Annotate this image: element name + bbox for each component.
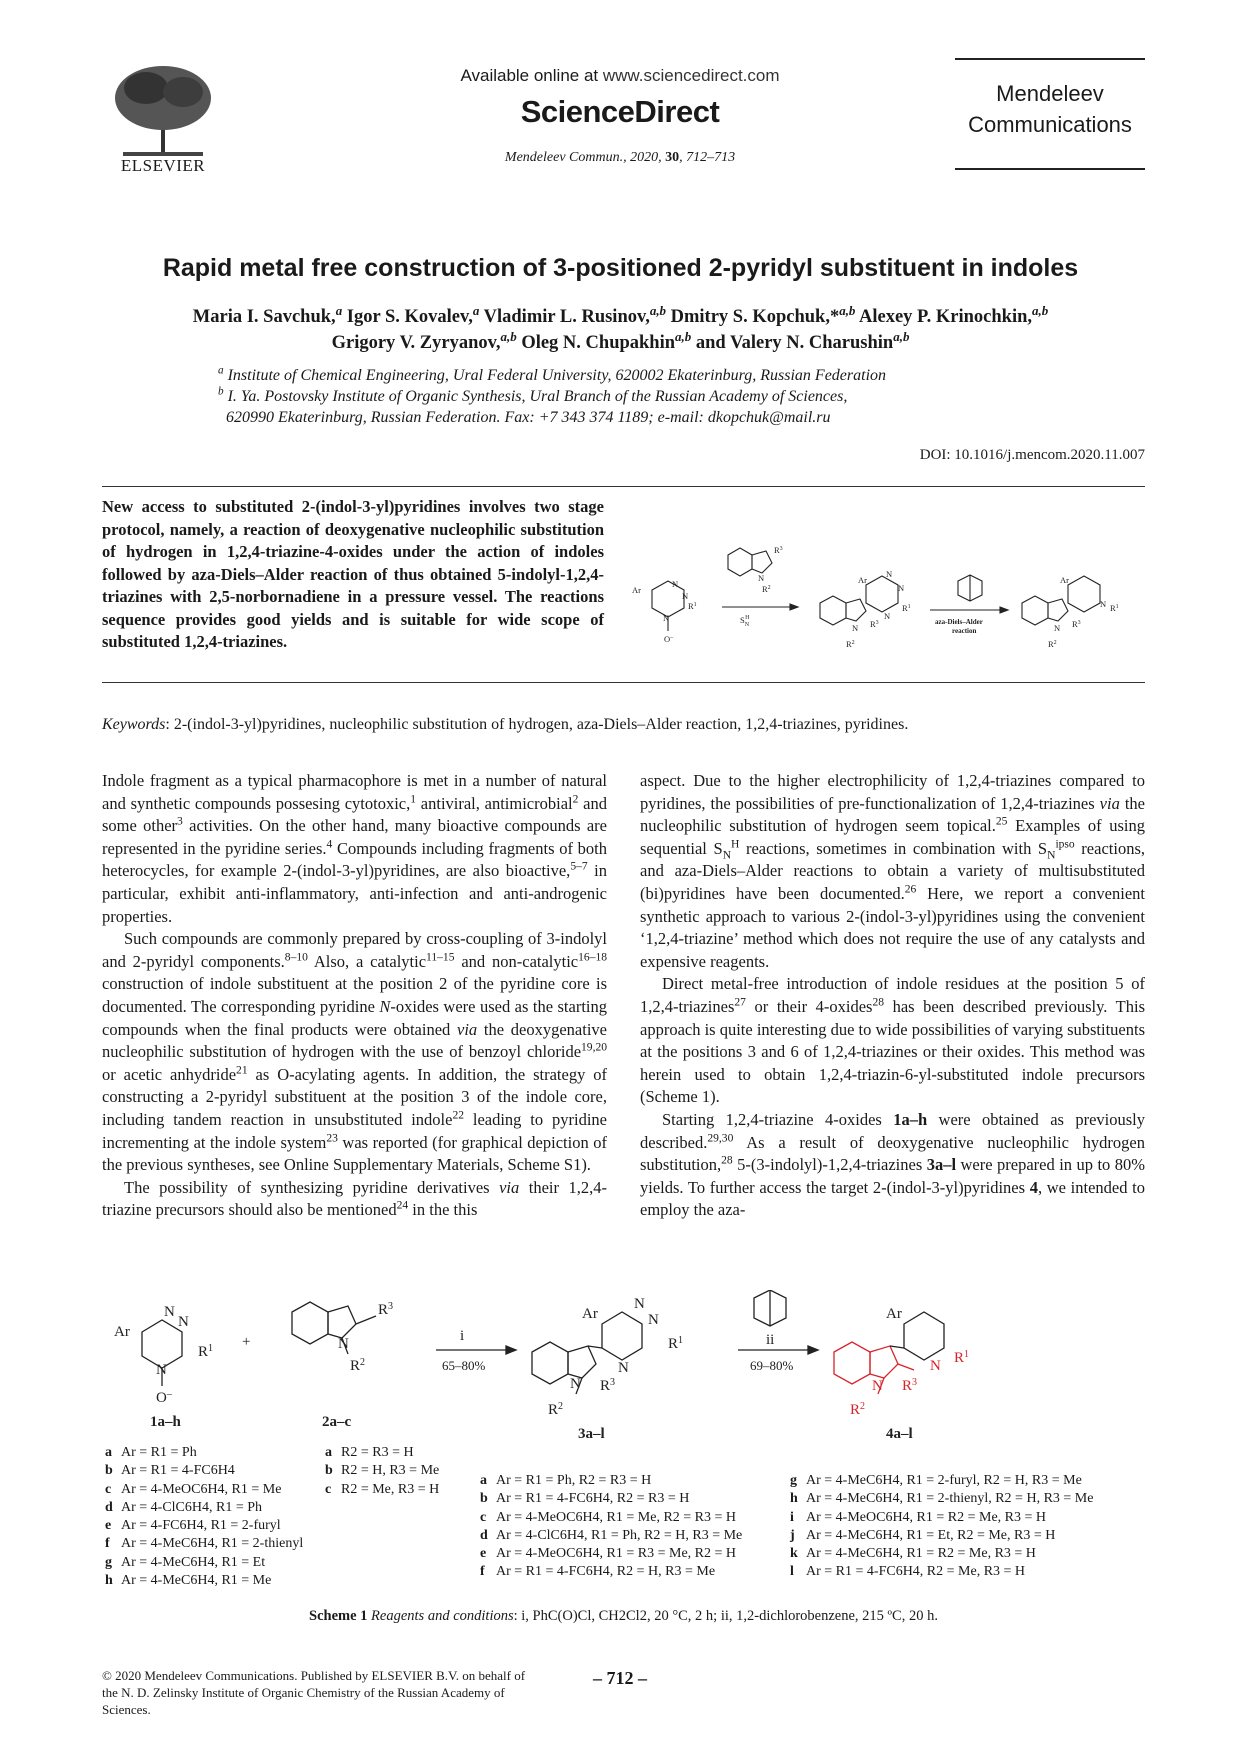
compound-letter: d	[105, 1499, 113, 1515]
svg-text:R2: $R^2$	[762, 584, 771, 594]
svg-text:R3: $R^3$	[902, 1377, 918, 1394]
step2-reagent: ii	[766, 1332, 775, 1348]
substituent-definition: Ar = 4-MeC6H4, R1 = Me	[121, 1573, 272, 1589]
substituent-definition: Ar = 4-MeOC6H4, R1 = Me, R2 = R3 = H	[496, 1509, 737, 1525]
svg-text:Ar: Ar	[858, 575, 867, 585]
compound-letter: c	[325, 1481, 332, 1497]
svg-text:N: N	[758, 573, 765, 583]
substituent-row	[325, 1462, 439, 1480]
svg-text:N: N	[663, 613, 670, 623]
label-2: 2a–c	[322, 1414, 352, 1430]
substituent-definition: Ar = R1 = 4-FC6H4, R2 = H, R3 = Me	[496, 1564, 716, 1580]
substituent-definition: Ar = R1 = Ph, R2 = R3 = H	[496, 1473, 652, 1488]
substituent-row	[790, 1545, 1093, 1563]
authors-line1: Maria I. Savchuk,$^a$ Igor S. Kovalev,$^a$ Vladimir L. Rusinov,$^{a,b}$ Dmitry S. Kopchuk,*$^{a,b}$ Alexey P. Krinochkin,$^{a,b}$	[192, 302, 1049, 327]
compound-letter: b	[480, 1491, 488, 1507]
svg-text:R1: $R^1$	[1110, 603, 1119, 613]
divider-bottom	[102, 682, 1145, 683]
keywords	[102, 716, 1145, 734]
substituent-definition: Ar = 4-MeC6H4, R1 = R2 = Me, R3 = H	[806, 1546, 1036, 1562]
compound-letter: h	[105, 1573, 113, 1589]
svg-text:R1: $R^1$	[668, 1335, 684, 1352]
copyright-notice: © 2020 Mendeleev Communications. Published by ELSEVIER B.V. on behalf of the N. D. Zelinsky Institute of Organic Chemistry of the Russian Academy of Sciences.	[102, 1668, 526, 1717]
sciencedirect-link[interactable]: www.sciencedirect.com	[602, 66, 780, 85]
substituent-row	[325, 1444, 439, 1462]
journal-abbrev: Mendeleev Commun.	[504, 150, 624, 165]
substituent-definition: Ar = R1 = 4-FC6H4, R2 = R3 = H	[496, 1491, 690, 1507]
paragraph: Starting 1,2,4-triazine 4-oxides 1a–h were obtained as previously described.$^{29,30}$ As a result of deoxygenative nucleophilic hydrogen substitution,$^{28}$ 5-(3-indolyl)-1,2,4-triazines 3a–l were prepared in up to 80% yields. To further access the target 2-(indol-3-yl)pyridines 4, we intended to employ the aza-	[640, 1109, 1146, 1220]
compound-letter: a	[325, 1445, 332, 1460]
journal-line2: Communications	[968, 112, 1132, 137]
substituent-definition: Ar = 4-MeOC6H4, R1 = R2 = Me, R3 = H	[806, 1509, 1047, 1525]
svg-text:N: N	[852, 623, 859, 633]
label-1: 1a–h	[150, 1414, 181, 1430]
publisher-name: ELSEVIER	[120, 156, 206, 175]
author-list	[60, 304, 1181, 356]
svg-text:R2: $R^2$	[1048, 639, 1057, 649]
authors-line2: Grigory V. Zyryanov,$^{a,b}$ Oleg N. Chupakhin$^{a,b}$ and Valery N. Charushin$^{a,b}$	[331, 328, 910, 353]
substituent-definition: R2 = Me, R3 = H	[341, 1481, 440, 1497]
compound-letter: e	[480, 1546, 487, 1562]
substituent-row	[480, 1563, 742, 1581]
svg-text:reaction: reaction	[952, 627, 977, 635]
svg-text:N: N	[570, 1376, 581, 1392]
svg-text:N: N	[884, 611, 891, 621]
svg-text:R2: $R^2$	[846, 639, 855, 649]
svg-text:O–: O–	[664, 634, 674, 644]
journal-line1: Mendeleev	[996, 81, 1104, 106]
substituent-row	[105, 1462, 303, 1480]
svg-text:Ar: Ar	[886, 1306, 902, 1322]
substituent-row	[325, 1481, 439, 1499]
svg-text:N: N	[178, 1314, 189, 1330]
substituent-definition: Ar = 4-ClC6H4, R1 = Ph, R2 = H, R3 = Me	[496, 1527, 743, 1543]
svg-text:R3: $R^3$	[870, 619, 879, 629]
substituent-list-2	[325, 1444, 439, 1499]
article-title: Rapid metal free construction of 3-positioned 2-pyridyl substituent in indoles	[162, 254, 1079, 282]
compound-letter: a	[480, 1473, 487, 1488]
compound-letter: b	[325, 1463, 333, 1479]
available-online	[400, 66, 840, 86]
substituent-row	[105, 1554, 303, 1572]
substituent-row	[790, 1472, 1093, 1490]
compound-letter: c	[105, 1481, 112, 1497]
keywords-label: Keywords	[102, 716, 166, 733]
substituent-row	[480, 1545, 742, 1563]
scheme-caption	[102, 1608, 1145, 1625]
volume: 30	[665, 150, 680, 165]
svg-text:N: N	[338, 1336, 349, 1352]
compound-letter: e	[105, 1518, 112, 1534]
substituent-row	[790, 1563, 1093, 1581]
graphical-abstract-text: New access to substituted 2-(indol-3-yl)pyridines involves two stage protocol, namely, a reaction of deoxygenative nucleophilic substitution of hydrogen in 1,2,4-triazine-4-oxides under the action of indoles followed by aza-Diels–Alder reaction of thus obtained 5-indolyl-1,2,4-triazines with 2,5-norbornadiene in a pressure vessel. The reactions sequence provides good yields and is suitable for wide scope of substituted 1,2,4-triazines.	[102, 497, 604, 651]
paragraph: Indole fragment as a typical pharmacophore is met in a number of natural and synthetic compounds possesing cytotoxic,$^1$ antiviral, antimicrobial$^2$ and some other$^3$ activities. On the other hand, many bioactive compounds are represented in the pyridine series.$^4$ Compounds including fragments of both heterocycles, for example 2-(indol-3-yl)pyridines, are also bioactive,$^{5-7}$ in particular, exhibit anti-inflammatory, anti-infection and anti-androgenic properties.	[102, 771, 608, 926]
substituent-definition: Ar = 4-FC6H4, R1 = 2-furyl	[121, 1518, 281, 1534]
substituent-definition: Ar = R1 = Ph	[121, 1445, 197, 1460]
compound-letter: k	[790, 1546, 798, 1562]
step2-yield: 69–80%	[750, 1358, 794, 1373]
divider-top	[102, 486, 1145, 487]
caption-text: : i, PhC(O)Cl, CH2Cl2, 20 °C, 2 h; ii, 1,2-dichlorobenzene, 215 ºC, 20 h.	[513, 1608, 938, 1624]
affiliation-b-cont: 620990 Ekaterinburg, Russian Federation. Fax: +7 343 374 1189; e-mail: dkopchuk@mail.ru	[226, 409, 831, 426]
svg-text:R1: $R^1$	[688, 601, 697, 611]
graphical-abstract-scheme	[630, 535, 1145, 660]
compound-letter: j	[790, 1527, 795, 1543]
body-column-right	[640, 770, 1145, 1222]
svg-text:R1: $R^1$	[198, 1343, 214, 1360]
body-column-left	[102, 770, 607, 1222]
svg-text:N: N	[872, 1378, 883, 1394]
svg-text:N: N	[672, 579, 679, 589]
affiliations	[218, 365, 1118, 428]
svg-text:N: N	[648, 1312, 659, 1328]
page-number: – 712 –	[593, 1668, 647, 1688]
svg-text:N: N	[1054, 623, 1061, 633]
svg-text:Ar: Ar	[632, 585, 641, 595]
substituent-definition: Ar = 4-MeC6H4, R1 = 2-furyl, R2 = H, R3 = Me	[806, 1473, 1082, 1488]
substituent-row	[105, 1572, 303, 1590]
svg-text:N: N	[886, 569, 893, 579]
substituent-row	[480, 1490, 742, 1508]
svg-text:aza-Diels–Alder: aza-Diels–Alder	[935, 618, 983, 626]
compound-letter: d	[480, 1527, 488, 1543]
pages: 712–713	[686, 150, 736, 165]
substituent-definition: R2 = H, R3 = Me	[341, 1463, 440, 1479]
journal-name-box	[955, 58, 1145, 170]
substituent-definition: Ar = 4-MeC6H4, R1 = 2-thienyl, R2 = H, R3 = Me	[806, 1491, 1094, 1507]
substituent-row	[105, 1535, 303, 1553]
substituent-row	[790, 1527, 1093, 1545]
svg-text:N: N	[164, 1304, 175, 1320]
substituent-definition: Ar = 4-MeC6H4, R1 = 2-thienyl	[121, 1536, 304, 1552]
compound-letter: f	[480, 1564, 485, 1580]
compound-letter: b	[105, 1463, 113, 1479]
svg-text:Ar: Ar	[114, 1324, 130, 1340]
scheme-1-structures	[102, 1290, 1145, 1440]
substituent-list-4	[790, 1472, 1093, 1582]
affiliation-b: $^b$ I. Ya. Postovsky Institute of Organic Synthesis, Ural Branch of the Russian Academy of Sciences,	[218, 385, 848, 405]
compound-letter: a	[105, 1445, 112, 1460]
caption-label: Scheme 1	[309, 1608, 368, 1624]
svg-text:R3: $R^3$	[774, 545, 783, 555]
svg-text:R3: $R^3$	[600, 1377, 616, 1394]
compound-letter: l	[790, 1564, 794, 1580]
substituent-row	[105, 1481, 303, 1499]
compound-letter: h	[790, 1491, 798, 1507]
svg-text:R1: $R^1$	[902, 603, 911, 613]
svg-text:R3: $R^3$	[1072, 619, 1081, 629]
svg-text:Ar: Ar	[582, 1306, 598, 1322]
svg-text:Ar: Ar	[1060, 575, 1069, 585]
substituent-definition: R2 = R3 = H	[341, 1445, 414, 1460]
svg-text:R1: $R^1$	[954, 1349, 970, 1366]
caption-italic: Reagents and conditions	[371, 1608, 514, 1624]
graphab-snh: $S_NH$	[740, 615, 750, 628]
paragraph: Direct metal-free introduction of indole residues at the position 5 of 1,2,4-triazines$^{27}$ or their 4-oxides$^{28}$ has been described previously. This approach is quite interesting due to wide possibilities of varying substituents at the positions 3 and 6 of 1,2,4-triazines or their oxides. This method was herein used to obtain 1,2,4-triazin-6-yl-substituted indole precursors (Scheme 1).	[640, 974, 1146, 1107]
svg-text:N: N	[634, 1296, 645, 1312]
svg-text:R2: $R^2$	[850, 1401, 866, 1418]
substituent-row	[790, 1490, 1093, 1508]
available-prefix: Available online at	[460, 66, 603, 85]
affiliation-a: $^a$ Institute of Chemical Engineering, Ural Federal University, 620002 Ekaterinburg, Russian Federation	[218, 364, 887, 384]
substituent-row	[790, 1509, 1093, 1527]
substituent-definition: Ar = 4-MeC6H4, R1 = Et	[121, 1554, 266, 1570]
sciencedirect-wordmark: ScienceDirect	[520, 94, 720, 129]
citation-line: Mendeleev Commun., 2020, 30, 712–713	[504, 150, 736, 165]
substituent-row	[480, 1509, 742, 1527]
compound-letter: c	[480, 1509, 487, 1525]
svg-text:O–: O–	[156, 1389, 172, 1406]
substituent-row	[105, 1517, 303, 1535]
keywords-list: : 2-(indol-3-yl)pyridines, nucleophilic substitution of hydrogen, aza-Diels–Alder reaction, 1,2,4-triazines, pyridines.	[165, 716, 909, 733]
label-3: 3a–l	[578, 1426, 605, 1440]
svg-text:R2: $R^2$	[548, 1401, 564, 1418]
label-4: 4a–l	[886, 1426, 913, 1440]
substituent-row	[480, 1527, 742, 1545]
svg-text:R2: $R^2$	[350, 1357, 366, 1374]
compound-letter: g	[105, 1554, 112, 1570]
paragraph: aspect. Due to the higher electrophilicity of 1,2,4-triazines compared to pyridines, the possibilities of pre-functionalization of 1,2,4-triazines via the nucleophilic substitution of hydrogen seem topical.$^{25}$ Examples of using sequential $S_N^H$ reactions, sometimes in combination with $S_N^{ipso}$ reactions, and aza-Diels–Alder reactions to obtain a variety of multisubstituted (bi)pyridines have been documented.$^{26}$ Here, we report a convenient synthetic approach to various 2-(indol-3-yl)pyridines using the convenient ‘1,2,4-triazine’ method which does not require the use of any catalysts and expensive reagents.	[640, 771, 1145, 971]
svg-text:+: +	[242, 1334, 251, 1350]
elsevier-logo	[108, 58, 218, 178]
svg-text:N: N	[898, 583, 905, 593]
substituent-definition: Ar = R1 = 4-FC6H4, R2 = Me, R3 = H	[806, 1564, 1026, 1580]
substituent-list-3	[480, 1472, 742, 1582]
svg-text:N: N	[156, 1362, 167, 1378]
svg-text:N: N	[618, 1360, 629, 1376]
svg-text:N: N	[682, 591, 689, 601]
substituent-definition: Ar = 4-MeOC6H4, R1 = R3 = Me, R2 = H	[496, 1546, 737, 1562]
step1-reagent: i	[460, 1328, 465, 1344]
substituent-definition: Ar = R1 = 4-FC6H4	[121, 1463, 235, 1479]
year: 2020	[630, 150, 659, 165]
compound-letter: i	[790, 1509, 794, 1525]
svg-text:N: N	[930, 1358, 941, 1374]
compound-letter: g	[790, 1473, 797, 1488]
substituent-definition: Ar = 4-ClC6H4, R1 = Ph	[121, 1499, 263, 1515]
svg-text:R3: $R^3$	[378, 1301, 394, 1318]
substituent-list-1	[105, 1444, 303, 1590]
step1-yield: 65–80%	[442, 1358, 486, 1373]
substituent-row	[105, 1499, 303, 1517]
doi[interactable]: DOI: 10.1016/j.mencom.2020.11.007	[919, 447, 1145, 463]
svg-text:N: N	[1100, 599, 1107, 609]
substituent-definition: Ar = 4-MeOC6H4, R1 = Me	[121, 1481, 282, 1497]
paragraph: Such compounds are commonly prepared by cross-coupling of 3-indolyl and 2-pyridyl components.$^{8-10}$ Also, a catalytic$^{11-15}$ and non-catalytic$^{16-18}$ construction of indole substituent at the position 2 of the pyridine core is documented. The corresponding pyridine N-oxides were used as the starting compounds when the final products were obtained via the deoxygenative nucleophilic substitution of hydrogen with the use of benzoyl chloride$^{19,20}$ or acetic anhydride$^{21}$ as O-acylating agents. In addition, the strategy of constructing a 2-pyridyl substituent at the position 3 of the indole core, including tandem reaction in unsubstituted indole$^{22}$ leading to pyridine incrementing at the indole system$^{23}$ was reported (for graphical depiction of the previous syntheses, see Online Supplementary Materials, Scheme S1).	[102, 929, 608, 1175]
compound-letter: f	[105, 1536, 110, 1552]
substituent-row	[105, 1444, 303, 1462]
substituent-row	[480, 1472, 742, 1490]
paragraph: The possibility of synthesizing pyridine derivatives via their 1,2,4-triazine precursors should also be mentioned$^{24}$ in the this	[102, 1177, 607, 1220]
substituent-definition: Ar = 4-MeC6H4, R1 = Et, R2 = Me, R3 = H	[806, 1527, 1056, 1543]
